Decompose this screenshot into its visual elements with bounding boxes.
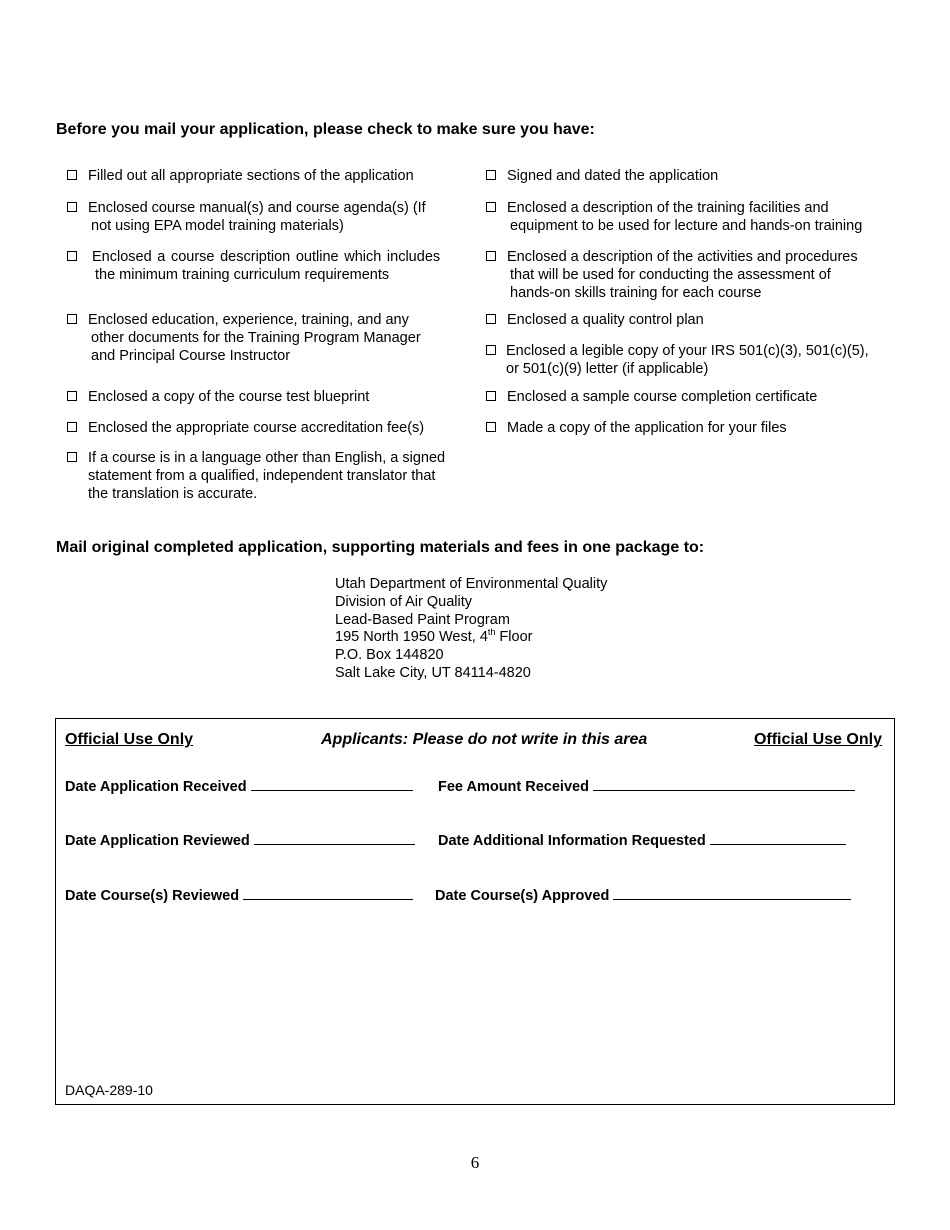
- checklist-item-text: Filled out all appropriate sections of the application: [88, 168, 414, 184]
- date-additional-info-requested-field[interactable]: [438, 832, 846, 849]
- checklist-item-text: If a course is in a language other than English, a signed: [88, 450, 446, 466]
- address-line: Utah Department of Environmental Quality: [335, 576, 608, 592]
- fee-amount-received-field[interactable]: [438, 778, 855, 795]
- field-label: Date Course(s) Reviewed: [65, 888, 240, 904]
- address-line: P.O. Box 144820: [335, 647, 444, 664]
- checkbox[interactable]: [67, 251, 77, 261]
- date-courses-reviewed-field[interactable]: [65, 887, 413, 904]
- checkbox[interactable]: [486, 345, 496, 355]
- checkbox[interactable]: [67, 422, 77, 432]
- address-line: Lead-Based Paint Program: [335, 611, 510, 628]
- checkbox[interactable]: [67, 202, 77, 212]
- checkbox[interactable]: [486, 251, 496, 261]
- checklist-item-text: Enclosed a course description outline which includes: [92, 249, 441, 265]
- address-line: Salt Lake City, UT 84114-4820: [335, 664, 531, 681]
- checklist-item-text: equipment to be used for lecture and hands-on training: [510, 218, 863, 234]
- checklist-item-text: Enclosed a copy of the course test blueprint: [88, 389, 370, 405]
- field-label: Date Course(s) Approved: [435, 888, 610, 904]
- checklist-item-text: Signed and dated the application: [507, 168, 719, 184]
- checkbox[interactable]: [67, 391, 77, 401]
- checklist-item-text: that will be used for conducting the assessment of: [510, 267, 831, 283]
- checkbox[interactable]: [486, 202, 496, 212]
- date-courses-approved-field[interactable]: [435, 887, 851, 904]
- field-label: Date Application Received: [65, 779, 247, 795]
- checklist-item-text: the translation is accurate.: [88, 486, 258, 502]
- date-application-received-field[interactable]: [65, 778, 413, 795]
- checkbox[interactable]: [67, 314, 77, 324]
- form-code: DAQA-289-10: [65, 1082, 153, 1098]
- checklist-item-text: statement from a qualified, independent translator that: [88, 468, 436, 484]
- checklist-item-text: Enclosed a quality control plan: [507, 312, 704, 328]
- field-label: Date Additional Information Requested: [438, 833, 706, 849]
- applicant-notice: Applicants: Please do not write in this area: [321, 731, 648, 748]
- checkbox[interactable]: [67, 452, 77, 462]
- checklist-item-text: hands-on skills training for each course: [510, 285, 762, 301]
- checklist-item-text: Enclosed course manual(s) and course agenda(s) (If: [88, 200, 426, 216]
- mailing-address: [335, 576, 607, 683]
- checklist-item-text: other documents for the Training Program Manager: [91, 330, 421, 346]
- address-line: 195 North 1950 West, 4th Floor: [335, 627, 533, 646]
- checklist-item-text: or 501(c)(9) letter (if applicable): [506, 361, 709, 377]
- address-line: Division of Air Quality: [335, 593, 472, 610]
- checklist-item-text: the minimum training curriculum requirements: [95, 267, 390, 283]
- checkbox[interactable]: [486, 314, 496, 324]
- checklist-item-text: Made a copy of the application for your files: [507, 420, 787, 436]
- checklist-item-text: Enclosed a legible copy of your IRS 501(c)(3), 501(c)(5),: [506, 343, 869, 359]
- official-use-label-right: Official Use Only: [753, 731, 882, 748]
- checklist-item-text: Enclosed a sample course completion certificate: [507, 389, 818, 405]
- checklist-item-text: Enclosed a description of the activities and procedures: [507, 249, 858, 265]
- page-number: 6: [470, 1153, 480, 1172]
- checkbox[interactable]: [486, 170, 496, 180]
- mail-heading: Mail original completed application, supporting materials and fees in one package to:: [56, 539, 705, 556]
- field-label: Date Application Reviewed: [65, 833, 250, 849]
- official-use-label-left: Official Use Only: [65, 731, 194, 748]
- checkbox[interactable]: [486, 391, 496, 401]
- checklist-item-text: and Principal Course Instructor: [91, 348, 291, 364]
- checklist-item-text: Enclosed education, experience, training, and any: [88, 312, 409, 328]
- checkbox[interactable]: [486, 422, 496, 432]
- checklist-item-text: Enclosed the appropriate course accreditation fee(s): [88, 420, 425, 436]
- date-application-reviewed-field[interactable]: [65, 832, 415, 849]
- checkbox[interactable]: [67, 170, 77, 180]
- checklist-heading: Before you mail your application, please check to make sure you have:: [56, 121, 595, 138]
- checklist-item-text: Enclosed a description of the training facilities and: [507, 200, 829, 216]
- field-label: Fee Amount Received: [438, 779, 589, 795]
- checklist-item-text: not using EPA model training materials): [91, 218, 344, 234]
- official-use-box: [55, 718, 895, 1105]
